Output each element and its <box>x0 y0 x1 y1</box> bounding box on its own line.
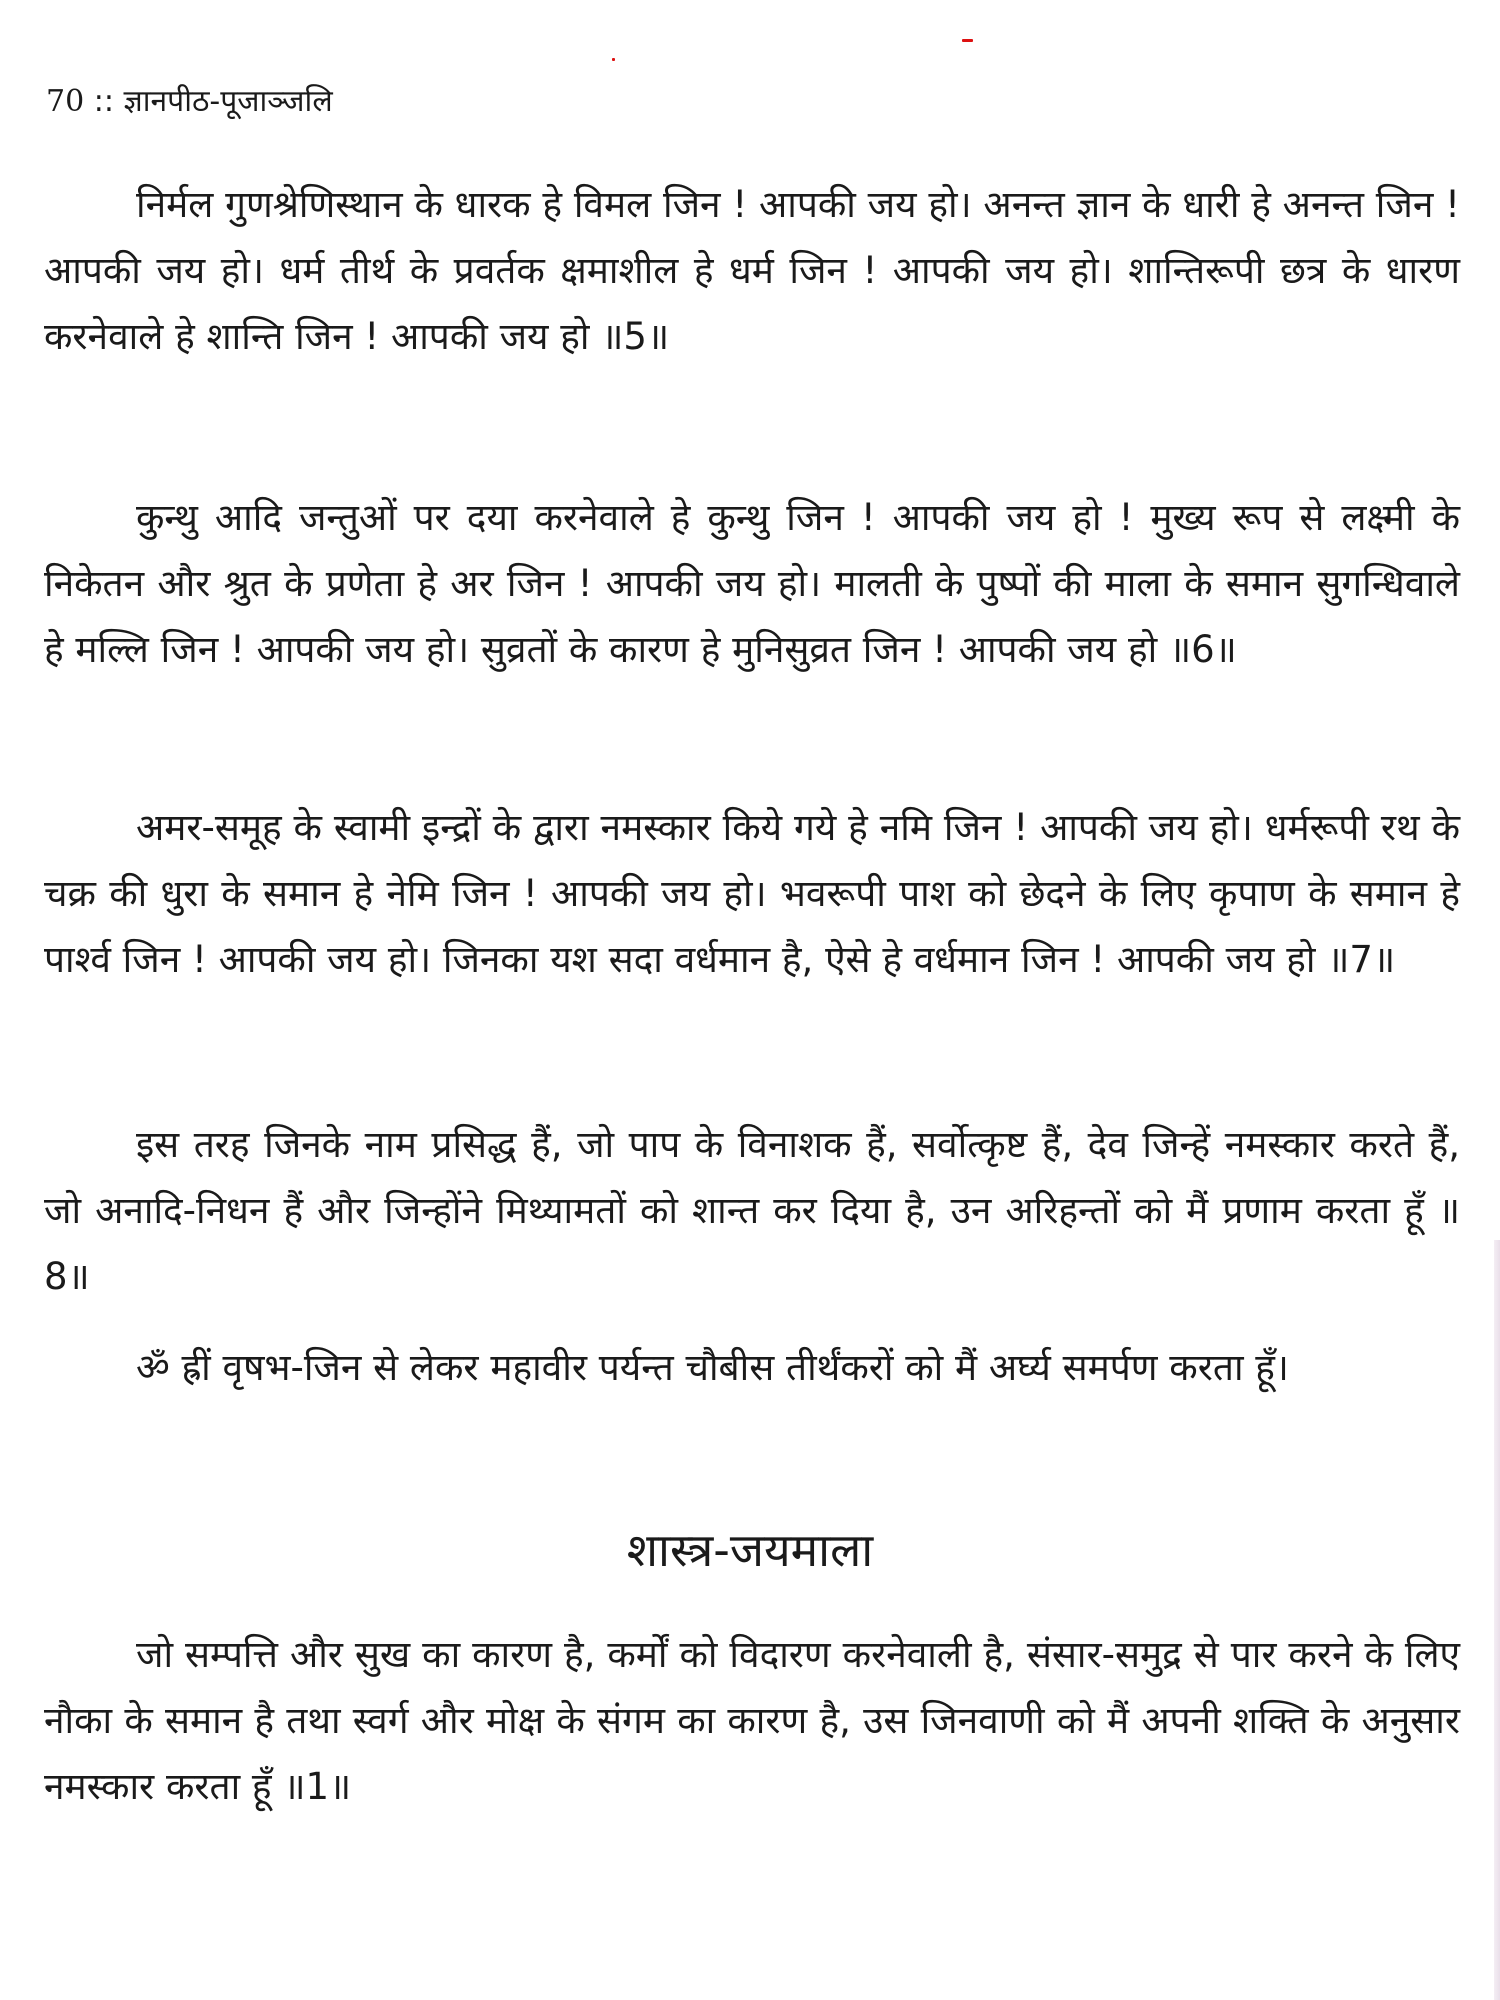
paragraph-arghya-offering: ॐ ह्रीं वृषभ-जिन से लेकर महावीर पर्यन्त चौबीस तीर्थंकरों को मैं अर्घ्य समर्पण करता हूँ। <box>136 1346 1289 1389</box>
page-number: 70 <box>46 84 85 119</box>
ink-speck <box>962 39 973 42</box>
ink-speck <box>612 58 615 61</box>
paragraph-shastra-verse-1: जो सम्पत्ति और सुख का कारण है, कर्मों को विदारण करनेवाली है, संसार-समुद्र से पार करने के लिए नौका के समान है तथा स्वर्ग और मोक्ष के संगम का कारण है, उस जिनवाणी को मैं अपनी शक्ति के अनुसार नमस्कार करता हूँ ॥1॥ <box>44 1633 1460 1808</box>
paragraph-verse-8: इस तरह जिनके नाम प्रसिद्ध हैं, जो पाप के विनाशक हैं, सर्वोत्कृष्ट हैं, देव जिन्हें नमस्कार करते हैं, जो अनादि-निधन हैं और जिन्होंने मिथ्यामतों को शान्त कर दिया है, उन अरिहन्तों को मैं प्रणाम करता हूँ ॥8॥ <box>44 1123 1460 1298</box>
book-title: ज्ञानपीठ-पूजाञ्जलि <box>123 84 333 119</box>
running-header <box>46 82 333 122</box>
paragraph-verse-5: निर्मल गुणश्रेणिस्थान के धारक हे विमल जिन ! आपकी जय हो। अनन्त ज्ञान के धारी हे अनन्त जिन ! आपकी जय हो। धर्म तीर्थ के प्रवर्तक क्षमाशील हे धर्म जिन ! आपकी जय हो। शान्तिरूपी छत्र के धारण करनेवाले हे शान्ति जिन ! आपकी जय हो ॥5॥ <box>44 183 1460 358</box>
paragraph-verse-6: कुन्थु आदि जन्तुओं पर दया करनेवाले हे कुन्थु जिन ! आपकी जय हो ! मुख्य रूप से लक्ष्मी के निकेतन और श्रुत के प्रणेता हे अर जिन ! आपकी जय हो। मालती के पुष्पों की माला के समान सुगन्धिवाले हे मल्लि जिन ! आपकी जय हो। सुव्रतों के कारण हे मुनिसुव्रत जिन ! आपकी जय हो ॥6॥ <box>44 496 1460 671</box>
header-separator: :: <box>93 84 114 119</box>
paragraph-verse-7: अमर-समूह के स्वामी इन्द्रों के द्वारा नमस्कार किये गये हे नमि जिन ! आपकी जय हो। धर्मरूपी रथ के चक्र की धुरा के समान हे नेमि जिन ! आपकी जय हो। भवरूपी पाश को छेदने के लिए कृपाण के समान हे पार्श्व जिन ! आपकी जय हो। जिनका यश सदा वर्धमान है, ऐसे हे वर्धमान जिन ! आपकी जय हो ॥7॥ <box>44 806 1460 981</box>
section-title: शास्त्र-जयमाला <box>626 1523 874 1577</box>
page-edge-shadow <box>1494 1240 1500 2000</box>
